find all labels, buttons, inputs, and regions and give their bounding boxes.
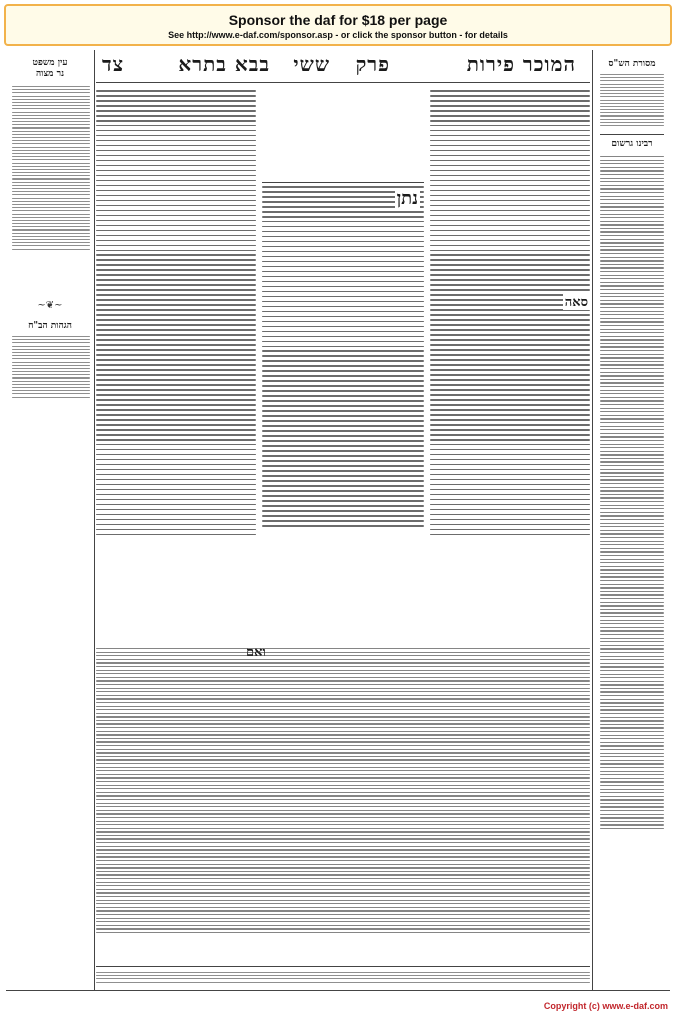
gemara-top-rule [262,182,424,183]
mesoret-hashas-text [600,74,664,128]
text-area [96,86,590,986]
perek-number: ששי [293,52,330,76]
page-bottom-rule [6,990,670,991]
talmud-page [6,50,670,998]
footnotes-text [96,972,590,985]
gutter-divider [600,134,664,135]
right-column-rule [592,50,593,990]
ornament-divider: ~❦~ [37,300,63,311]
lower-commentary [96,648,590,936]
running-header [96,52,590,82]
tosafot-commentary [96,90,256,539]
ein-mishpat-title: עין משפט נר מצוה [32,58,68,79]
rashi-commentary [430,90,590,539]
hagahot-habach-text [12,336,90,400]
folio-main [96,50,590,998]
left-gutter [6,50,94,998]
mesoret-hashas-title: מסורת הש"ס [608,59,656,69]
tractate-name: בבא בתרא [178,52,270,76]
sponsor-banner-title[interactable]: Sponsor the daf for $18 per page [228,12,448,28]
rabbeinu-gershom-title: רבינו גרשום [611,139,653,149]
header-rule [96,82,590,83]
gemara-text [262,186,424,530]
copyright-link[interactable]: Copyright (c) www.e-daf.com [543,1001,668,1011]
mishnah-opening-word: סאה [564,295,588,310]
footer-rule [96,966,590,967]
left-column-rule [94,50,95,990]
gemara-opening-word: נתן [396,188,418,209]
right-gutter [594,50,670,998]
folio-number: צד [102,52,125,76]
sponsor-banner[interactable] [4,4,672,46]
perek-label: פרק [355,52,390,76]
sponsor-banner-subtitle[interactable]: See http://www.e-daf.com/sponsor.asp - or click the sponsor button - for details [168,30,508,40]
ein-mishpat-text [12,86,90,252]
rabbeinu-gershom-text [600,156,664,832]
chapter-title: המוכר פירות [466,52,576,76]
hagahot-habach-title: הגהות הב"ח [28,321,72,331]
